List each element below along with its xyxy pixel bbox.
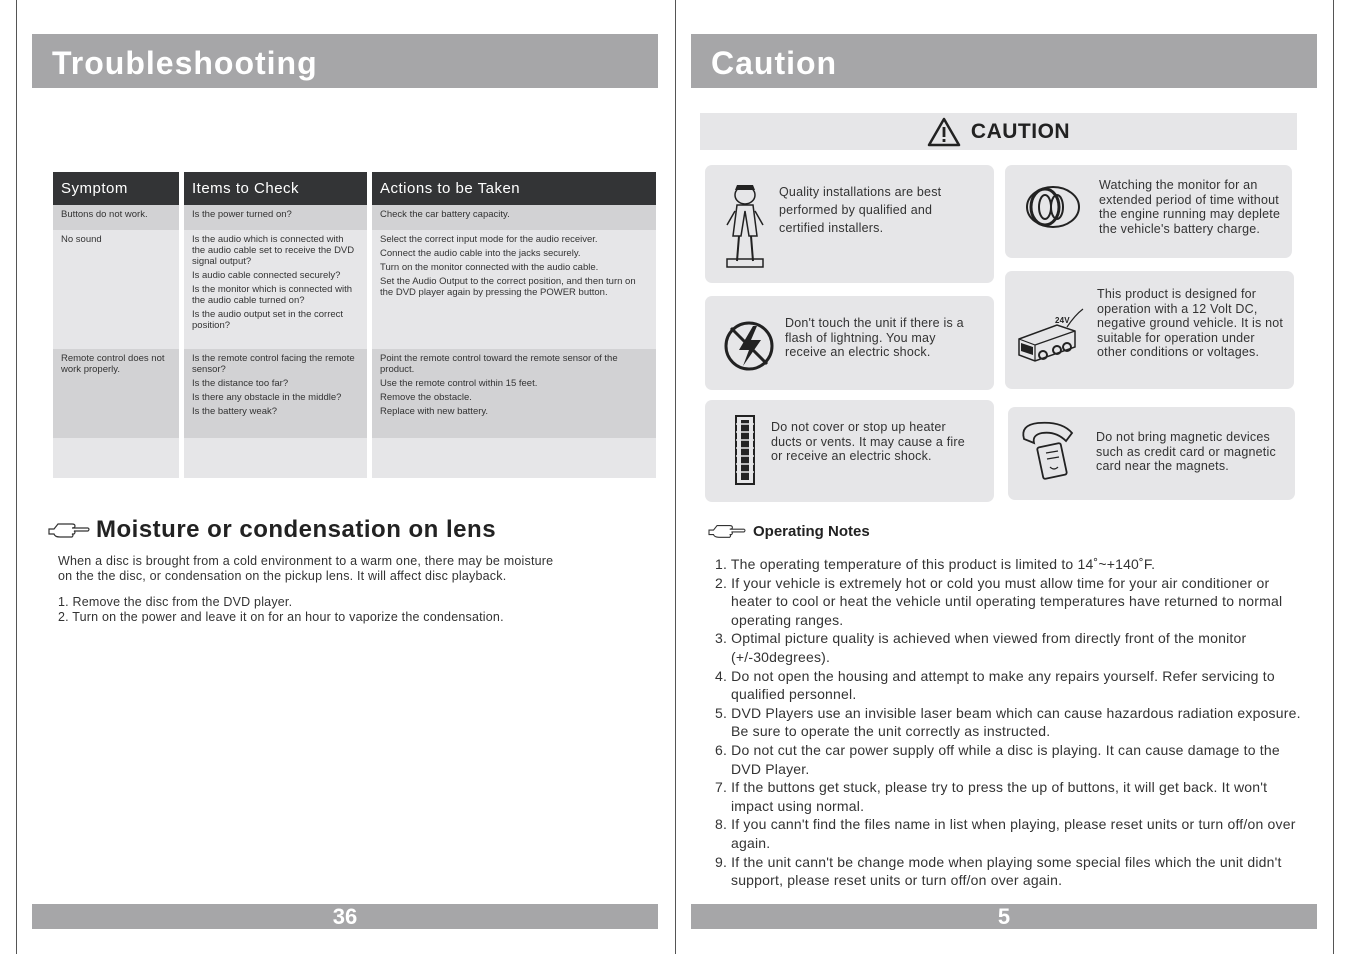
caution-card-text: This product is designed for operation with a 12 Volt DC, negative ground vehicle. It is not suitable for operation under other conditions or voltages. bbox=[1097, 287, 1284, 359]
check-item: Is the monitor which is connected with the audio cable turned on? bbox=[192, 284, 352, 306]
check-item: Is the power turned on? bbox=[192, 209, 292, 220]
column-header-symptom: Symptom bbox=[53, 172, 179, 205]
check-cell bbox=[184, 349, 367, 438]
page-title-caution: Caution bbox=[691, 34, 1317, 88]
moisture-heading-text: Moisture or condensation on lens bbox=[96, 516, 497, 543]
table-header-row bbox=[53, 172, 656, 205]
page-number-right: 5 bbox=[691, 904, 1317, 929]
list-item: 5. DVD Players use an invisible laser beam which can cause hazardous radiation exposure. Be sure to operate the unit correctly as instructed. bbox=[715, 704, 1301, 740]
table-row bbox=[53, 349, 656, 438]
moisture-steps bbox=[58, 595, 504, 625]
check-item: Is the audio output set in the correct position? bbox=[192, 309, 344, 331]
caution-card bbox=[705, 165, 994, 283]
caution-label: CAUTION bbox=[970, 119, 1071, 143]
list-item: 9. If the unit cann't be change mode when playing some special files which the unit didn't support, please reset units or turn off/on over again. bbox=[715, 853, 1282, 889]
warning-triangle-icon bbox=[927, 117, 961, 147]
action-item: Check the car battery capacity. bbox=[380, 209, 510, 220]
truck-voltage-label: 24V bbox=[1055, 316, 1070, 325]
caution-card-text: Do not bring magnetic devices such as credit card or magnetic card near the magnets. bbox=[1096, 430, 1276, 473]
caution-card-text: Watching the monitor for an extended period of time without the engine running may deplete the vehicle's battery charge. bbox=[1099, 178, 1281, 236]
battery-icon bbox=[1023, 183, 1081, 231]
action-cell bbox=[372, 230, 656, 349]
action-item: Point the remote control toward the remote sensor of the product. bbox=[380, 353, 618, 375]
column-header-actions: Actions to be Taken bbox=[372, 172, 656, 205]
caution-card bbox=[1008, 407, 1295, 500]
list-item: 1. The operating temperature of this product is limited to 14˚~+140˚F. bbox=[715, 556, 1156, 572]
caution-card-text: Don't touch the unit if there is a flash of lightning. You may receive an electric shock. bbox=[785, 316, 964, 359]
operating-notes-list bbox=[715, 555, 1305, 890]
action-item: Use the remote control within 15 feet. bbox=[380, 378, 538, 389]
left-page-border bbox=[16, 0, 17, 954]
moisture-heading bbox=[48, 516, 496, 544]
right-page-border bbox=[1333, 0, 1334, 954]
check-item: Is the distance too far? bbox=[192, 378, 289, 389]
caution-card bbox=[1005, 271, 1294, 389]
installer-icon bbox=[723, 181, 767, 271]
empty-cell bbox=[53, 438, 179, 478]
check-item: Is audio cable connected securely? bbox=[192, 270, 341, 281]
list-item: 4. Do not open the housing and attempt to make any repairs yourself. Refer servicing to qualified personnel. bbox=[715, 667, 1275, 703]
magnet-card-icon bbox=[1016, 419, 1076, 483]
moisture-step: 2. Turn on the power and leave it on for an hour to vaporize the condensation. bbox=[58, 610, 504, 624]
check-item: Is the audio which is connected with the audio cable set to receive the DVD signal output? bbox=[192, 234, 355, 267]
table-row bbox=[53, 205, 656, 230]
list-item: 8. If you cann't find the files name in list when playing, please reset units or turn off/on over again. bbox=[715, 816, 1296, 851]
caution-bar bbox=[700, 113, 1297, 150]
list-item: 3. Optimal picture quality is achieved when viewed from directly front of the monitor (+/-30degrees). bbox=[715, 630, 1247, 665]
symptom-cell: No sound bbox=[53, 230, 179, 349]
center-fold bbox=[675, 0, 676, 954]
check-cell bbox=[184, 230, 367, 349]
symptom-cell: Remote control does not work properly. bbox=[53, 349, 179, 438]
caution-card bbox=[705, 296, 994, 390]
moisture-step: 1. Remove the disc from the DVD player. bbox=[58, 595, 293, 609]
truck-icon bbox=[1013, 305, 1085, 365]
action-cell bbox=[372, 205, 656, 230]
check-item: Is the remote control facing the remote sensor? bbox=[192, 353, 355, 375]
heater-icon bbox=[733, 414, 757, 486]
list-item: 6. Do not cut the car power supply off while a disc is playing. It can cause damage to the DVD Player. bbox=[715, 741, 1280, 777]
action-item: Remove the obstacle. bbox=[380, 392, 472, 403]
table-row bbox=[53, 230, 656, 349]
pointing-hand-icon bbox=[48, 520, 90, 540]
empty-cell bbox=[184, 438, 367, 478]
page-title: Troubleshooting bbox=[32, 34, 658, 88]
action-item: Connect the audio cable into the jacks securely. bbox=[380, 248, 581, 259]
caution-card bbox=[1005, 165, 1292, 258]
pointing-hand-icon bbox=[707, 522, 747, 540]
moisture-intro-line: on the the disc, or condensation on the pickup lens. It will affect disc playback. bbox=[58, 569, 507, 583]
list-item: 2. If your vehicle is extremely hot or cold you must allow time for your air conditioner or heater to cool or heat the vehicle until operating temperatures have returned to normal operating ranges. bbox=[715, 574, 1283, 628]
caution-card-text: Do not cover or stop up heater ducts or vents. It may cause a fire or receive an electric shock. bbox=[771, 420, 965, 463]
lightning-icon bbox=[723, 320, 775, 372]
operating-notes-title: Operating Notes bbox=[753, 522, 870, 540]
symptom-cell: Buttons do not work. bbox=[53, 205, 179, 230]
action-item: Turn on the monitor connected with the audio cable. bbox=[380, 262, 599, 273]
action-item: Select the correct input mode for the audio receiver. bbox=[380, 234, 598, 245]
empty-cell bbox=[372, 438, 656, 478]
column-header-items: Items to Check bbox=[184, 172, 367, 205]
page-number-left: 36 bbox=[32, 904, 658, 929]
check-item: Is there any obstacle in the middle? bbox=[192, 392, 342, 403]
moisture-intro bbox=[58, 554, 553, 584]
table-row-empty bbox=[53, 438, 656, 478]
caution-card bbox=[705, 400, 994, 502]
check-cell bbox=[184, 205, 367, 230]
moisture-intro-line: When a disc is brought from a cold environment to a warm one, there may be moisture bbox=[58, 554, 554, 568]
action-item: Replace with new battery. bbox=[380, 406, 489, 417]
operating-notes-heading bbox=[707, 522, 870, 540]
caution-card-text: Quality installations are best performed by qualified and certified installers. bbox=[779, 185, 942, 235]
check-item: Is the battery weak? bbox=[192, 406, 278, 417]
list-item: 7. If the buttons get stuck, please try to press the up of buttons, it will get back. It won't impact using normal. bbox=[715, 779, 1268, 814]
action-cell bbox=[372, 349, 656, 438]
action-item: Set the Audio Output to the correct position, and then turn on the DVD player again by pressing the POWER button. bbox=[380, 276, 636, 298]
troubleshooting-table bbox=[48, 172, 661, 478]
